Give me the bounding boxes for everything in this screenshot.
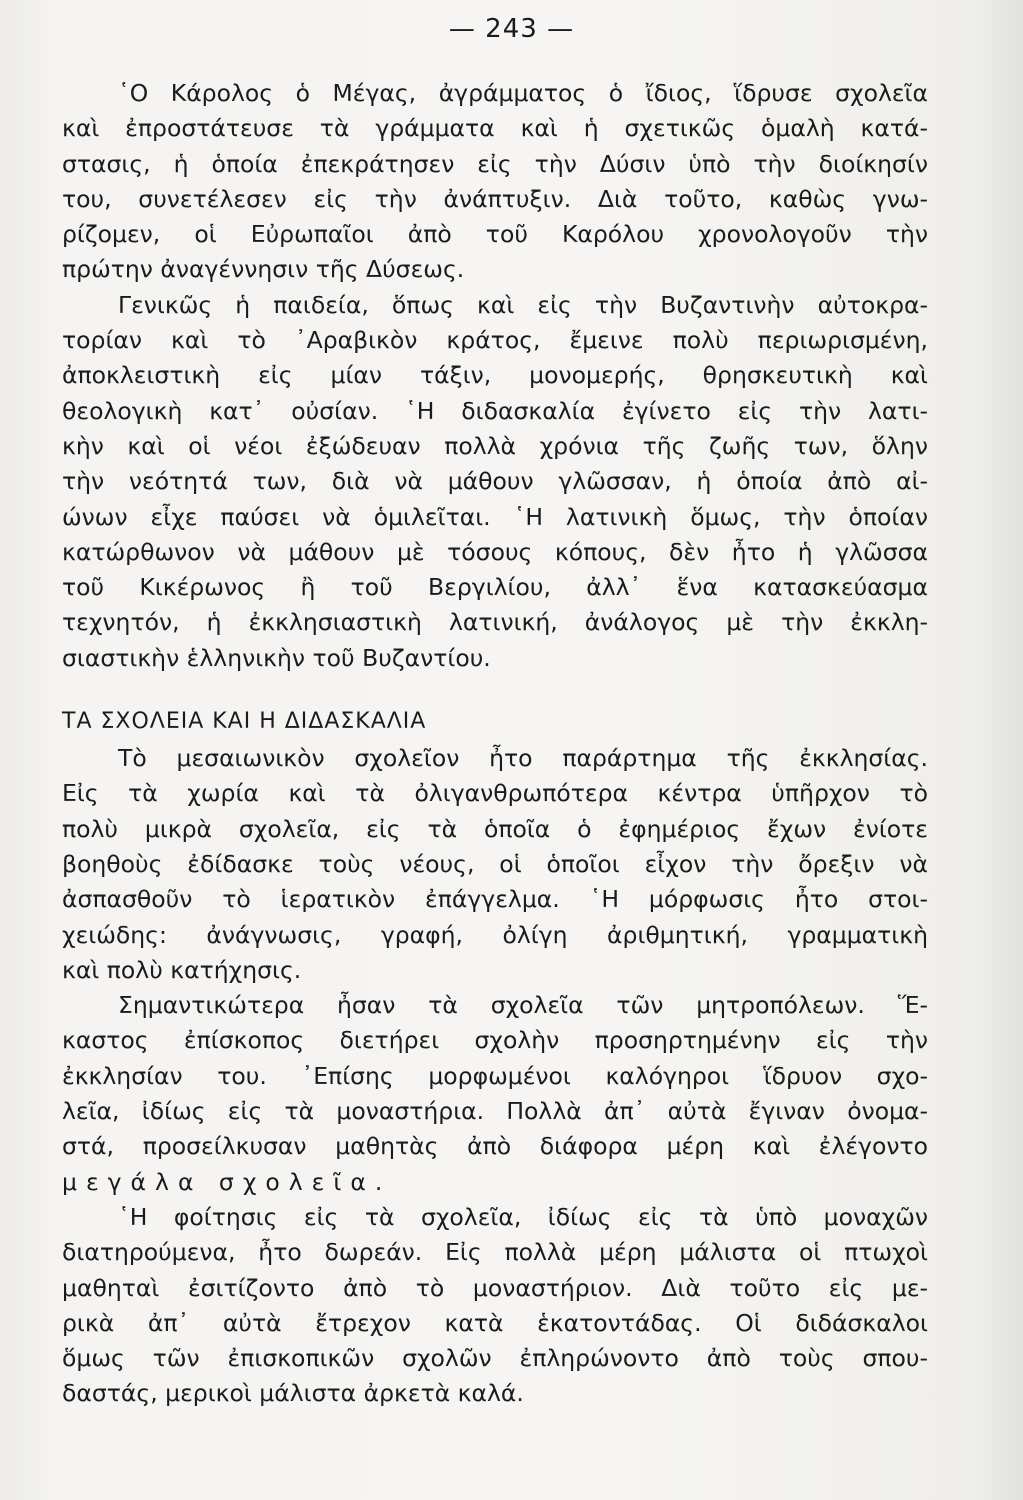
text-line: τοῦ Κικέρωνος ἢ τοῦ Βεργιλίου, ἀλλ᾿ ἕνα κατασκεύασμα — [62, 573, 928, 602]
text-line: σιαστικὴν ἑλληνικὴν τοῦ Βυζαντίου. — [62, 643, 491, 672]
page-number: — 243 — — [448, 14, 575, 44]
paragraph-attendance — [62, 1200, 928, 1412]
section-heading: ΤΑ ΣΧΟΛΕΙΑ ΚΑΙ Η ΔΙΔΑΣΚΑΛΙΑ — [62, 709, 427, 735]
spaced-phrase: μεγάλα σχολεῖα. — [62, 1167, 392, 1196]
text-line: ῾Ο Κάρολος ὁ Μέγας, ἀγράμματος ὁ ἴδιος, ἵδρυσε σχολεῖα — [118, 79, 928, 107]
text-line: ὅμως τῶν ἐπισκοπικῶν σχολῶν ἐπληρώνοντο ἀπὸ τοὺς σπου- — [62, 1344, 928, 1373]
text-line: ώνων εἶχε παύσει νὰ ὁμιλεῖται. ῾Η λατινικὴ ὅμως, τὴν ὁποίαν — [62, 502, 928, 531]
text-line: πολὺ μικρὰ σχολεῖα, εἰς τὰ ὁποῖα ὁ ἐφημέριος ἔχων ἐνίοτε — [62, 814, 928, 843]
paragraph-metropolitan-schools — [62, 988, 928, 1200]
text-line: τορίαν καὶ τὸ ᾿Αραβικὸν κράτος, ἔμεινε πολὺ περιωρισμένη, — [62, 326, 928, 355]
text-line: ἀποκλειστικὴ εἰς μίαν τάξιν, μονομερής, θρησκευτικὴ καὶ — [62, 361, 928, 390]
text-line: του, συνετέλεσεν εἰς τὴν ἀνάπτυξιν. Διὰ τοῦτο, καθὼς γνω- — [62, 184, 928, 213]
paragraph-charlemagne — [62, 76, 928, 288]
text-line: λεῖα, ἰδίως εἰς τὰ μοναστήρια. Πολλὰ ἀπ᾿ αὐτὰ ἔγιναν ὀνομα- — [62, 1097, 928, 1126]
page-body — [62, 76, 928, 1412]
text-line: ἀσπασθοῦν τὸ ἱερατικὸν ἐπάγγελμα. ῾Η μόρφωσις ἦτο στοι- — [62, 885, 928, 914]
text-line: καὶ πολὺ κατήχησις. — [62, 955, 302, 984]
paragraph-education — [62, 288, 928, 676]
text-line: μαθηταὶ ἐσιτίζοντο ἀπὸ τὸ μοναστήριον. Διὰ τοῦτο εἰς με- — [62, 1273, 928, 1302]
text-line: βοηθοὺς ἐδίδασκε τοὺς νέους, οἱ ὁποῖοι εἶχον τὴν ὄρεξιν νὰ — [62, 849, 928, 878]
text-line: τεχνητόν, ἡ ἐκκλησιαστικὴ λατινική, ἀνάλογος μὲ τὴν ἐκκλη- — [62, 608, 928, 637]
text-line: κὴν καὶ οἱ νέοι ἐξώδευαν πολλὰ χρόνια τῆς ζωῆς των, ὅλην — [62, 431, 928, 460]
text-line: θεολογικὴ κατ᾿ οὐσίαν. ῾Η διδασκαλία ἐγίνετο εἰς τὴν λατι- — [62, 396, 928, 425]
text-line: στά, προσείλκυσαν μαθητὰς ἀπὸ διάφορα μέρη καὶ ἐλέγοντο — [62, 1132, 928, 1161]
text-line: Τὸ μεσαιωνικὸν σχολεῖον ἦτο παράρτημα τῆς ἐκκλησίας. — [118, 744, 928, 773]
text-line: Σημαντικώτερα ἦσαν τὰ σχολεῖα τῶν μητροπόλεων. Ἕ- — [118, 991, 928, 1020]
text-line: διατηρούμενα, ἦτο δωρεάν. Εἰς πολλὰ μέρη μάλιστα οἱ πτωχοὶ — [62, 1238, 928, 1267]
text-line: Εἰς τὰ χωρία καὶ τὰ ὀλιγανθρωπότερα κέντρα ὑπῆρχον τὸ — [62, 779, 928, 808]
text-line: δαστάς, μερικοὶ μάλιστα ἀρκετὰ καλά. — [62, 1379, 524, 1408]
text-line: ἐκκλησίαν του. ᾿Επίσης μορφωμένοι καλόγηροι ἵδρυον σχο- — [62, 1061, 928, 1090]
text-line: καὶ ἐπροστάτευσε τὰ γράμματα καὶ ἡ σχετικῶς ὁμαλὴ κατά- — [62, 114, 928, 143]
paragraph-medieval-school — [62, 741, 928, 988]
text-line: ρίζομεν, οἱ Εὐρωπαῖοι ἀπὸ τοῦ Καρόλου χρονολογοῦν τὴν — [62, 220, 928, 249]
text-line: καστος ἐπίσκοπος διετήρει σχολὴν προσηρτημένην εἰς τὴν — [62, 1026, 928, 1055]
text-line: χειώδης: ἀνάγνωσις, γραφή, ὀλίγη ἀριθμητική, γραμματικὴ — [62, 920, 928, 949]
text-line: πρώτην ἀναγέννησιν τῆς Δύσεως. — [62, 255, 465, 284]
text-line: Γενικῶς ἡ παιδεία, ὅπως καὶ εἰς τὴν Βυζαντινὴν αὐτοκρα- — [118, 290, 928, 319]
text-line: ρικὰ ἀπ᾿ αὐτὰ ἔτρεχον κατὰ ἑκατοντάδας. Οἱ διδάσκαλοι — [62, 1308, 928, 1337]
text-line: ῾Η φοίτησις εἰς τὰ σχολεῖα, ἰδίως εἰς τὰ ὑπὸ μοναχῶν — [118, 1202, 928, 1231]
text-line: τὴν νεότητά των, διὰ νὰ μάθουν γλῶσσαν, ἡ ὁποία ἀπὸ αἰ- — [62, 467, 928, 496]
text-line: κατώρθωνον νὰ μάθουν μὲ τόσους κόπους, δὲν ἦτο ἡ γλῶσσα — [62, 537, 928, 566]
text-line: στασις, ἡ ὁποία ἐπεκράτησεν εἰς τὴν Δύσιν ὑπὸ τὴν διοίκησίν — [62, 149, 928, 178]
